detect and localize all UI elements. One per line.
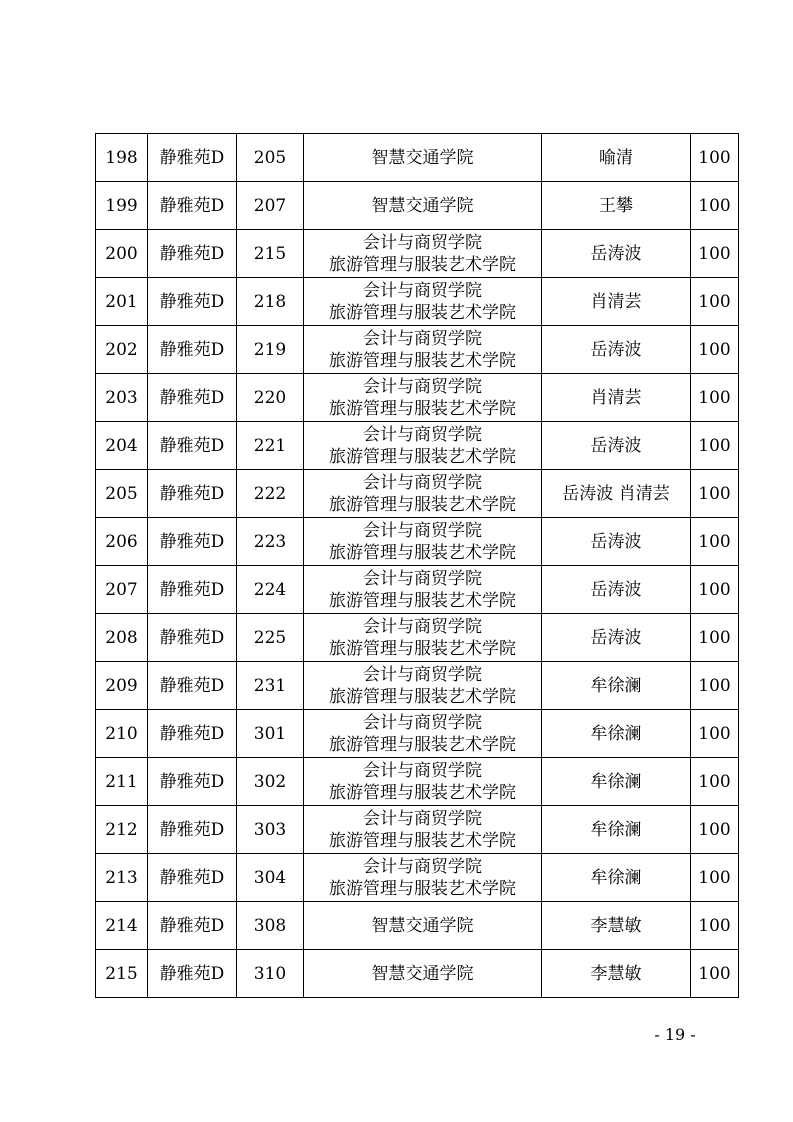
score-cell: 100 <box>691 182 739 230</box>
manager-cell: 牟徐澜 <box>542 806 691 854</box>
score-cell: 100 <box>691 326 739 374</box>
row-number-cell: 204 <box>96 422 148 470</box>
building-cell: 静雅苑D <box>148 806 237 854</box>
college-cell <box>304 566 542 614</box>
row-number-cell: 198 <box>96 134 148 182</box>
building-cell: 静雅苑D <box>148 710 237 758</box>
manager-cell: 王攀 <box>542 182 691 230</box>
college-name: 旅游管理与服装艺术学院 <box>329 734 516 755</box>
row-number-cell: 202 <box>96 326 148 374</box>
row-number-cell: 206 <box>96 518 148 566</box>
building-cell: 静雅苑D <box>148 902 237 950</box>
table-row <box>96 326 739 374</box>
building-cell: 静雅苑D <box>148 518 237 566</box>
room-number-cell: 303 <box>237 806 304 854</box>
college-name: 会计与商贸学院 <box>363 520 482 541</box>
room-number-cell: 304 <box>237 854 304 902</box>
building-cell: 静雅苑D <box>148 374 237 422</box>
college-cell <box>304 134 542 182</box>
row-number-cell: 212 <box>96 806 148 854</box>
building-cell: 静雅苑D <box>148 278 237 326</box>
college-name: 智慧交通学院 <box>371 195 474 216</box>
college-cell <box>304 326 542 374</box>
page-number: - 19 - <box>654 1025 696 1044</box>
table-row <box>96 230 739 278</box>
college-name: 旅游管理与服装艺术学院 <box>329 398 516 419</box>
college-name: 会计与商贸学院 <box>363 376 482 397</box>
room-number-cell: 223 <box>237 518 304 566</box>
college-name: 旅游管理与服装艺术学院 <box>329 446 516 467</box>
score-cell: 100 <box>691 902 739 950</box>
table-row <box>96 278 739 326</box>
room-number-cell: 207 <box>237 182 304 230</box>
table-row <box>96 470 739 518</box>
college-name: 会计与商贸学院 <box>363 472 482 493</box>
college-name: 会计与商贸学院 <box>363 808 482 829</box>
manager-cell: 喻清 <box>542 134 691 182</box>
table-row <box>96 518 739 566</box>
row-number-cell: 213 <box>96 854 148 902</box>
college-cell <box>304 662 542 710</box>
room-number-cell: 308 <box>237 902 304 950</box>
room-number-cell: 301 <box>237 710 304 758</box>
manager-cell: 肖清芸 <box>542 374 691 422</box>
table-row <box>96 806 739 854</box>
table-row <box>96 710 739 758</box>
table-row <box>96 950 739 998</box>
college-cell <box>304 470 542 518</box>
row-number-cell: 211 <box>96 758 148 806</box>
college-cell <box>304 902 542 950</box>
room-number-cell: 221 <box>237 422 304 470</box>
college-cell <box>304 230 542 278</box>
college-name: 旅游管理与服装艺术学院 <box>329 542 516 563</box>
dormitory-score-table <box>95 133 739 998</box>
room-number-cell: 218 <box>237 278 304 326</box>
college-cell <box>304 422 542 470</box>
college-name: 会计与商贸学院 <box>363 760 482 781</box>
table-row <box>96 566 739 614</box>
score-cell: 100 <box>691 134 739 182</box>
row-number-cell: 214 <box>96 902 148 950</box>
manager-cell: 岳涛波 <box>542 614 691 662</box>
score-cell: 100 <box>691 518 739 566</box>
row-number-cell: 199 <box>96 182 148 230</box>
college-name: 智慧交通学院 <box>371 147 474 168</box>
college-cell <box>304 854 542 902</box>
table-row <box>96 374 739 422</box>
score-cell: 100 <box>691 374 739 422</box>
row-number-cell: 205 <box>96 470 148 518</box>
room-number-cell: 310 <box>237 950 304 998</box>
row-number-cell: 201 <box>96 278 148 326</box>
row-number-cell: 207 <box>96 566 148 614</box>
college-name: 会计与商贸学院 <box>363 856 482 877</box>
building-cell: 静雅苑D <box>148 326 237 374</box>
college-name: 会计与商贸学院 <box>363 664 482 685</box>
building-cell: 静雅苑D <box>148 566 237 614</box>
score-cell: 100 <box>691 566 739 614</box>
college-name: 会计与商贸学院 <box>363 280 482 301</box>
college-cell <box>304 950 542 998</box>
manager-cell: 牟徐澜 <box>542 758 691 806</box>
room-number-cell: 224 <box>237 566 304 614</box>
row-number-cell: 200 <box>96 230 148 278</box>
table-row <box>96 758 739 806</box>
college-name: 旅游管理与服装艺术学院 <box>329 830 516 851</box>
score-cell: 100 <box>691 278 739 326</box>
manager-cell: 牟徐澜 <box>542 854 691 902</box>
table-row <box>96 614 739 662</box>
college-cell <box>304 710 542 758</box>
college-name: 智慧交通学院 <box>371 963 474 984</box>
college-cell <box>304 806 542 854</box>
table-row <box>96 422 739 470</box>
row-number-cell: 215 <box>96 950 148 998</box>
room-number-cell: 220 <box>237 374 304 422</box>
room-number-cell: 205 <box>237 134 304 182</box>
score-cell: 100 <box>691 854 739 902</box>
college-name: 会计与商贸学院 <box>363 616 482 637</box>
college-name: 旅游管理与服装艺术学院 <box>329 686 516 707</box>
college-cell <box>304 278 542 326</box>
table-row <box>96 134 739 182</box>
college-name: 会计与商贸学院 <box>363 568 482 589</box>
building-cell: 静雅苑D <box>148 182 237 230</box>
building-cell: 静雅苑D <box>148 662 237 710</box>
building-cell: 静雅苑D <box>148 614 237 662</box>
score-cell: 100 <box>691 230 739 278</box>
row-number-cell: 208 <box>96 614 148 662</box>
room-number-cell: 215 <box>237 230 304 278</box>
college-cell <box>304 182 542 230</box>
manager-cell: 岳涛波 肖清芸 <box>542 470 691 518</box>
score-cell: 100 <box>691 758 739 806</box>
row-number-cell: 210 <box>96 710 148 758</box>
manager-cell: 肖清芸 <box>542 278 691 326</box>
building-cell: 静雅苑D <box>148 134 237 182</box>
score-cell: 100 <box>691 422 739 470</box>
manager-cell: 岳涛波 <box>542 326 691 374</box>
manager-cell: 岳涛波 <box>542 566 691 614</box>
college-cell <box>304 374 542 422</box>
room-number-cell: 231 <box>237 662 304 710</box>
college-name: 旅游管理与服装艺术学院 <box>329 494 516 515</box>
college-cell <box>304 614 542 662</box>
score-cell: 100 <box>691 710 739 758</box>
room-number-cell: 219 <box>237 326 304 374</box>
college-cell <box>304 758 542 806</box>
table-row <box>96 902 739 950</box>
building-cell: 静雅苑D <box>148 422 237 470</box>
room-number-cell: 302 <box>237 758 304 806</box>
score-cell: 100 <box>691 662 739 710</box>
table-row <box>96 662 739 710</box>
row-number-cell: 209 <box>96 662 148 710</box>
college-name: 会计与商贸学院 <box>363 712 482 733</box>
manager-cell: 岳涛波 <box>542 422 691 470</box>
score-cell: 100 <box>691 950 739 998</box>
college-name: 旅游管理与服装艺术学院 <box>329 350 516 371</box>
college-name: 旅游管理与服装艺术学院 <box>329 878 516 899</box>
room-number-cell: 222 <box>237 470 304 518</box>
table-row <box>96 182 739 230</box>
college-name: 旅游管理与服装艺术学院 <box>329 590 516 611</box>
score-cell: 100 <box>691 806 739 854</box>
college-name: 旅游管理与服装艺术学院 <box>329 638 516 659</box>
manager-cell: 岳涛波 <box>542 230 691 278</box>
row-number-cell: 203 <box>96 374 148 422</box>
college-name: 会计与商贸学院 <box>363 232 482 253</box>
manager-cell: 牟徐澜 <box>542 710 691 758</box>
building-cell: 静雅苑D <box>148 470 237 518</box>
table-body <box>96 134 739 998</box>
college-name: 旅游管理与服装艺术学院 <box>329 782 516 803</box>
building-cell: 静雅苑D <box>148 854 237 902</box>
building-cell: 静雅苑D <box>148 950 237 998</box>
college-name: 会计与商贸学院 <box>363 328 482 349</box>
building-cell: 静雅苑D <box>148 230 237 278</box>
college-name: 旅游管理与服装艺术学院 <box>329 302 516 323</box>
score-cell: 100 <box>691 614 739 662</box>
manager-cell: 李慧敏 <box>542 950 691 998</box>
manager-cell: 牟徐澜 <box>542 662 691 710</box>
college-name: 旅游管理与服装艺术学院 <box>329 254 516 275</box>
manager-cell: 李慧敏 <box>542 902 691 950</box>
building-cell: 静雅苑D <box>148 758 237 806</box>
manager-cell: 岳涛波 <box>542 518 691 566</box>
college-name: 会计与商贸学院 <box>363 424 482 445</box>
table-row <box>96 854 739 902</box>
room-number-cell: 225 <box>237 614 304 662</box>
college-name: 智慧交通学院 <box>371 915 474 936</box>
college-cell <box>304 518 542 566</box>
score-cell: 100 <box>691 470 739 518</box>
